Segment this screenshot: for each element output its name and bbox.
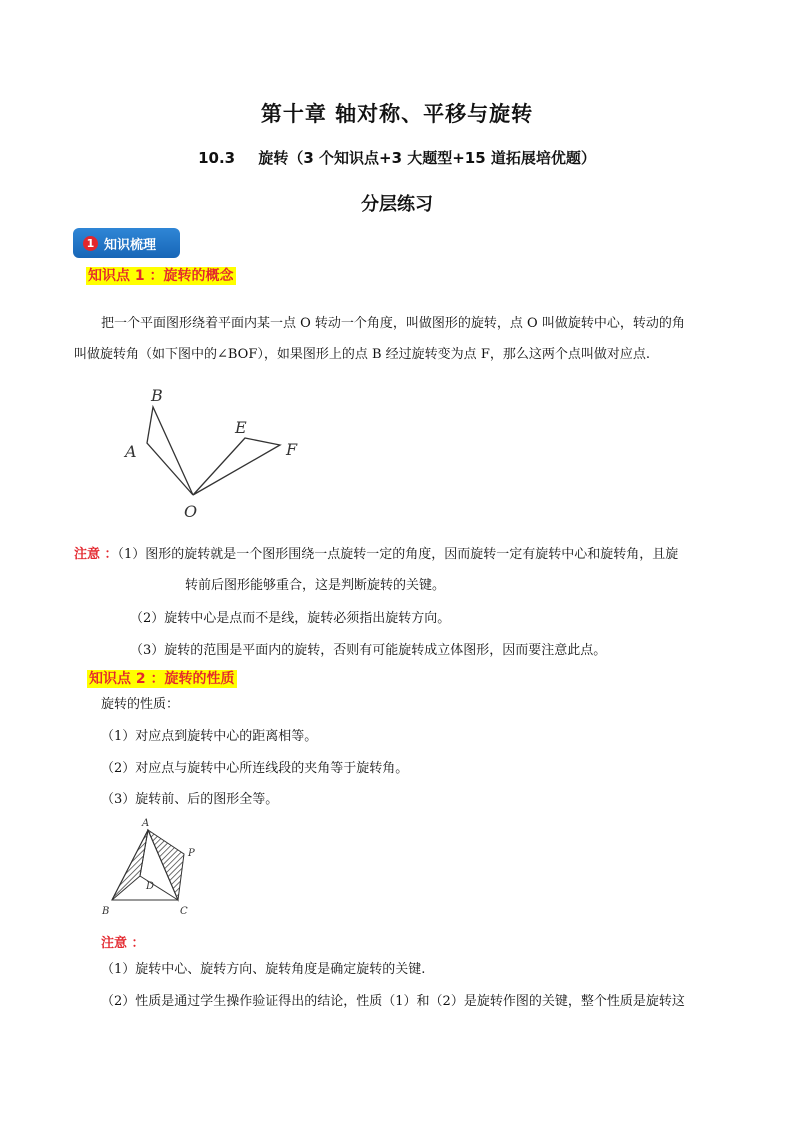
rotation-figure-2 bbox=[98, 816, 208, 922]
badge-number: 1 bbox=[83, 236, 98, 251]
kp2-prop3: （3）旋转前、后的图形全等。 bbox=[101, 792, 279, 807]
label-e: E bbox=[235, 418, 247, 437]
triangle-eof bbox=[193, 438, 280, 495]
label-d2: D bbox=[146, 881, 155, 892]
label-c2: C bbox=[180, 906, 188, 917]
label-o: O bbox=[184, 502, 198, 521]
kp1-note1-line1: 注意 ：（1）图形的旋转就是一个图形围绕一点旋转一定的角度，因而旋转一定有旋转中心和旋转角，且旋 bbox=[74, 547, 679, 562]
kp1-note-label: 注意 ： bbox=[74, 547, 118, 562]
section-title: 分层练习 bbox=[361, 194, 433, 215]
kp1-heading: 知识点 1 ：旋转的概念 bbox=[88, 268, 234, 284]
label-b: B bbox=[151, 386, 163, 405]
kp2-note-label: 注意 ： bbox=[101, 936, 145, 951]
kp2-heading: 知识点 2 ：旋转的性质 bbox=[89, 671, 235, 687]
kp1-note3: （3）旋转的范围是平面内的旋转，否则有可能旋转成立体图形，因而要注意此点。 bbox=[130, 643, 607, 658]
page-subtitle bbox=[0, 147, 794, 168]
kp1-para-line2: 叫做旋转角（如下图中的∠BOF），如果图形上的点 B 经过旋转变为点 F，那么这两个点叫做对应点. bbox=[74, 347, 650, 362]
knowledge-badge bbox=[73, 228, 180, 258]
kp2-prop1: （1）对应点到旋转中心的距离相等。 bbox=[101, 729, 318, 744]
kp2-note2: （2）性质是通过学生操作验证得出的结论，性质（1）和（2）是旋转作图的关键，整个性质是旋转这 bbox=[101, 994, 685, 1009]
subtitle-number: 10.3 bbox=[198, 149, 236, 167]
label-a2: A bbox=[142, 818, 150, 829]
kp1-note2: （2）旋转中心是点而不是线，旋转必须指出旋转方向。 bbox=[130, 611, 451, 626]
triangle-aob bbox=[147, 407, 193, 495]
badge-label: 知识梳理 bbox=[104, 237, 157, 253]
kp1-note1-line2: 转前后图形能够重合，这是判断旋转的关键。 bbox=[185, 578, 446, 593]
kp1-para-line1: 把一个平面图形绕着平面内某一点 O 转动一个角度，叫做图形的旋转，点 O 叫做旋转中心，转动的角 bbox=[101, 316, 685, 331]
label-f: F bbox=[286, 440, 298, 459]
label-p2: P bbox=[188, 848, 195, 859]
kp2-intro: 旋转的性质： bbox=[101, 697, 180, 712]
label-b2: B bbox=[102, 906, 110, 917]
kp2-note1: （1）旋转中心、旋转方向、旋转角度是确定旋转的关键. bbox=[101, 962, 426, 977]
kp2-prop2: （2）对应点与旋转中心所连线段的夹角等于旋转角。 bbox=[101, 761, 409, 776]
rotation-figure-1 bbox=[115, 383, 315, 523]
label-a: A bbox=[125, 442, 137, 461]
subtitle-text: 旋转（3 个知识点+3 大题型+15 道拓展培优题） bbox=[258, 149, 596, 167]
page-title: 第十章 轴对称、平移与旋转 bbox=[260, 102, 534, 126]
